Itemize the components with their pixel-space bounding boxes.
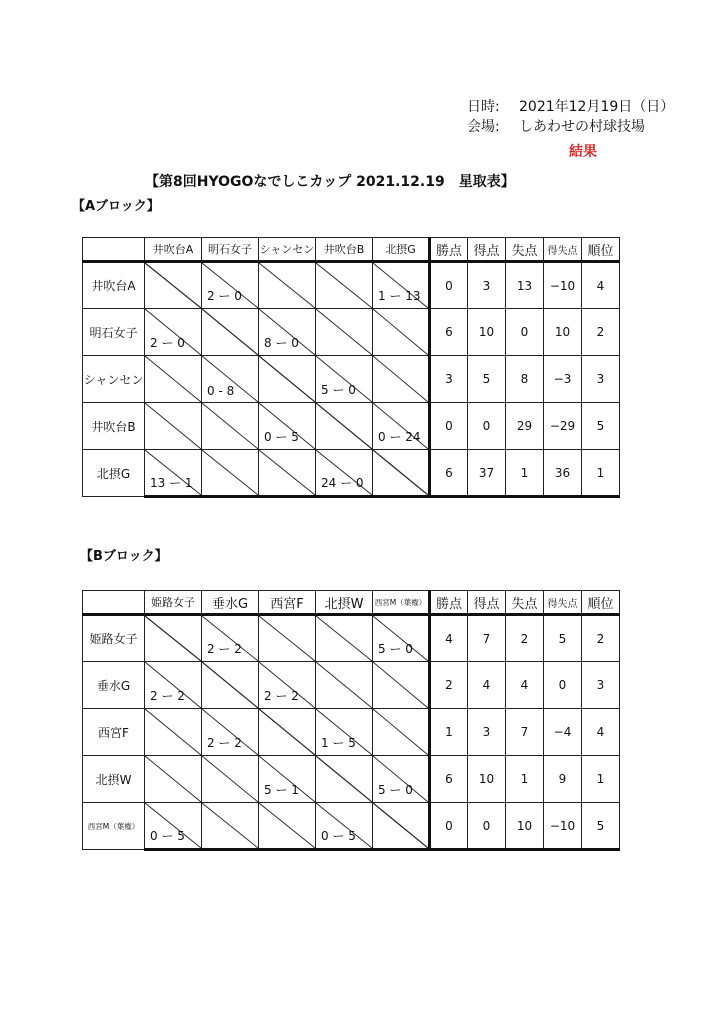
- stat-header: 得失点: [544, 238, 582, 262]
- stat-value: 1: [506, 756, 544, 803]
- match-score: 5 ー 0: [378, 642, 413, 656]
- match-score: 13 ー 1: [150, 476, 193, 490]
- match-score-cell: [202, 450, 259, 497]
- team-row: [83, 403, 620, 450]
- block-b-table: [82, 590, 620, 851]
- match-score-cell: [373, 662, 430, 709]
- stat-header: 失点: [506, 591, 544, 615]
- diagonal-line: [316, 403, 372, 449]
- stat-value: 0: [468, 403, 506, 450]
- row-team-name: 井吹台B: [83, 403, 145, 450]
- self-match-cell: [373, 450, 430, 497]
- match-score: 0 ー 5: [150, 829, 185, 843]
- corner-cell: [83, 238, 145, 262]
- stat-value: 4: [582, 262, 620, 309]
- match-score-cell: [202, 615, 259, 662]
- match-score-cell: [145, 756, 202, 803]
- match-score-cell: [259, 662, 316, 709]
- self-match-cell: [202, 662, 259, 709]
- stat-value: 13: [506, 262, 544, 309]
- diagonal-line: [373, 709, 428, 755]
- stat-value: 1: [430, 709, 468, 756]
- match-score: 0 ー 24: [378, 430, 421, 444]
- stat-value: 7: [468, 615, 506, 662]
- stat-value: −29: [544, 403, 582, 450]
- stat-value: 3: [468, 709, 506, 756]
- diagonal-line: [373, 356, 428, 402]
- stat-value: 3: [582, 662, 620, 709]
- stat-value: 5: [582, 403, 620, 450]
- match-score: 5 ー 1: [264, 783, 299, 797]
- match-score-cell: [145, 403, 202, 450]
- date-value: 2021年12月19日（日）: [519, 99, 675, 115]
- column-team-name: 西宮M（葉権）: [373, 591, 430, 615]
- stat-header: 順位: [582, 238, 620, 262]
- block-a-label: 【Aブロック】: [72, 199, 160, 214]
- diagonal-line: [373, 450, 428, 495]
- date-label: 日時:: [467, 99, 500, 115]
- diagonal-line: [145, 616, 201, 661]
- stat-value: 36: [544, 450, 582, 497]
- stat-value: 4: [468, 662, 506, 709]
- match-score: 0 ー 5: [264, 430, 299, 444]
- match-score: 24 ー 0: [321, 476, 364, 490]
- stat-header: 勝点: [430, 238, 468, 262]
- stat-value: 10: [544, 309, 582, 356]
- match-score-cell: [259, 262, 316, 309]
- column-team-name: シャンセン: [259, 238, 316, 262]
- diagonal-line: [145, 356, 201, 402]
- column-team-name: 西宮F: [259, 591, 316, 615]
- stat-value: −10: [544, 262, 582, 309]
- diagonal-line: [316, 756, 372, 802]
- stat-value: 2: [582, 615, 620, 662]
- match-score-cell: [373, 615, 430, 662]
- team-row: [83, 803, 620, 850]
- match-score: 5 ー 0: [321, 383, 356, 397]
- match-score-cell: [145, 356, 202, 403]
- match-score: 0 - 8: [207, 384, 235, 398]
- stat-value: 5: [468, 356, 506, 403]
- self-match-cell: [145, 615, 202, 662]
- stat-value: −3: [544, 356, 582, 403]
- block-b-label: 【Bブロック】: [80, 549, 168, 564]
- diagonal-line: [316, 309, 372, 355]
- match-score-cell: [316, 662, 373, 709]
- column-team-name: 井吹台A: [145, 238, 202, 262]
- stat-value: 0: [544, 662, 582, 709]
- match-score-cell: [259, 803, 316, 850]
- column-team-name: 井吹台B: [316, 238, 373, 262]
- diagonal-line: [202, 309, 258, 355]
- stat-value: 3: [430, 356, 468, 403]
- diagonal-line: [145, 403, 201, 449]
- stat-value: 3: [582, 356, 620, 403]
- match-score-cell: [145, 803, 202, 850]
- column-team-name: 北摂W: [316, 591, 373, 615]
- self-match-cell: [316, 403, 373, 450]
- match-score-cell: [316, 356, 373, 403]
- stat-value: 6: [430, 309, 468, 356]
- match-score-cell: [316, 615, 373, 662]
- diagonal-line: [259, 803, 315, 848]
- stat-value: 2: [506, 615, 544, 662]
- stat-value: 9: [544, 756, 582, 803]
- stat-value: 7: [506, 709, 544, 756]
- match-score-cell: [373, 356, 430, 403]
- venue-label: 会場:: [467, 119, 500, 135]
- diagonal-line: [202, 450, 258, 495]
- match-score: 8 ー 0: [264, 336, 299, 350]
- stat-header: 得点: [468, 591, 506, 615]
- diagonal-line: [145, 756, 201, 802]
- match-score: 1 ー 5: [321, 736, 356, 750]
- match-score: 2 ー 2: [207, 736, 242, 750]
- team-row: [83, 309, 620, 356]
- row-team-name: 西宮M（葉権）: [83, 803, 145, 850]
- match-score-cell: [202, 262, 259, 309]
- match-score: 5 ー 0: [378, 783, 413, 797]
- diagonal-line: [202, 803, 258, 848]
- stat-value: 0: [506, 309, 544, 356]
- stat-value: 0: [430, 403, 468, 450]
- stat-value: 0: [430, 803, 468, 850]
- stat-value: −4: [544, 709, 582, 756]
- match-score: 2 ー 0: [207, 289, 242, 303]
- stat-value: 6: [430, 450, 468, 497]
- match-score-cell: [316, 262, 373, 309]
- match-score-cell: [202, 756, 259, 803]
- column-team-name: 姫路女子: [145, 591, 202, 615]
- header-row: [83, 591, 620, 615]
- stat-value: 29: [506, 403, 544, 450]
- stat-value: 5: [544, 615, 582, 662]
- match-score-cell: [316, 450, 373, 497]
- stat-value: 4: [430, 615, 468, 662]
- stat-header: 順位: [582, 591, 620, 615]
- match-score-cell: [145, 450, 202, 497]
- diagonal-line: [259, 616, 315, 661]
- header-row: [83, 238, 620, 262]
- team-row: [83, 450, 620, 497]
- stat-value: 2: [430, 662, 468, 709]
- match-score-cell: [373, 403, 430, 450]
- row-team-name: 姫路女子: [83, 615, 145, 662]
- diagonal-line: [145, 709, 201, 755]
- column-team-name: 明石女子: [202, 238, 259, 262]
- stat-value: 1: [582, 450, 620, 497]
- row-team-name: 垂水G: [83, 662, 145, 709]
- stat-value: 2: [582, 309, 620, 356]
- diagonal-line: [202, 756, 258, 802]
- diagonal-line: [316, 263, 372, 308]
- self-match-cell: [145, 262, 202, 309]
- match-score-cell: [316, 309, 373, 356]
- stat-value: 0: [468, 803, 506, 850]
- match-score-cell: [316, 709, 373, 756]
- match-score-cell: [145, 709, 202, 756]
- block-a-table: [82, 237, 620, 498]
- diagonal-line: [373, 662, 428, 708]
- stat-value: 6: [430, 756, 468, 803]
- column-team-name: 垂水G: [202, 591, 259, 615]
- stat-value: 10: [468, 756, 506, 803]
- diagonal-line: [259, 356, 315, 402]
- stat-value: 4: [506, 662, 544, 709]
- stat-value: 8: [506, 356, 544, 403]
- stat-header: 勝点: [430, 591, 468, 615]
- match-score: 2 ー 2: [150, 689, 185, 703]
- stat-header: 失点: [506, 238, 544, 262]
- match-score-cell: [373, 309, 430, 356]
- diagonal-line: [316, 616, 372, 661]
- diagonal-line: [202, 403, 258, 449]
- team-row: [83, 662, 620, 709]
- match-score-cell: [259, 450, 316, 497]
- match-score: 2 ー 2: [264, 689, 299, 703]
- match-score-cell: [259, 615, 316, 662]
- match-score-cell: [202, 356, 259, 403]
- diagonal-line: [145, 263, 201, 308]
- stat-value: 4: [582, 709, 620, 756]
- team-row: [83, 356, 620, 403]
- team-row: [83, 709, 620, 756]
- team-row: [83, 262, 620, 309]
- match-score: 2 ー 0: [150, 336, 185, 350]
- row-team-name: 北摂G: [83, 450, 145, 497]
- stat-header: 得失点: [544, 591, 582, 615]
- stat-value: 5: [582, 803, 620, 850]
- match-score: 0 ー 5: [321, 829, 356, 843]
- match-score: 2 ー 2: [207, 642, 242, 656]
- match-score-cell: [202, 709, 259, 756]
- match-score-cell: [259, 309, 316, 356]
- self-match-cell: [202, 309, 259, 356]
- venue-value: しあわせの村球技場: [519, 119, 645, 135]
- row-team-name: シャンセン: [83, 356, 145, 403]
- match-score-cell: [145, 309, 202, 356]
- stat-header: 得点: [468, 238, 506, 262]
- match-score-cell: [373, 756, 430, 803]
- stat-value: 1: [506, 450, 544, 497]
- team-row: [83, 756, 620, 803]
- column-team-name: 北摂G: [373, 238, 430, 262]
- stat-value: 3: [468, 262, 506, 309]
- match-score-cell: [373, 262, 430, 309]
- document-title: 【第8回HYOGOなでしこカップ 2021.12.19 星取表】: [145, 174, 515, 190]
- row-team-name: 西宮F: [83, 709, 145, 756]
- stat-value: 1: [582, 756, 620, 803]
- match-score-cell: [259, 756, 316, 803]
- diagonal-line: [316, 662, 372, 708]
- row-team-name: 井吹台A: [83, 262, 145, 309]
- row-team-name: 北摂W: [83, 756, 145, 803]
- diagonal-line: [259, 263, 315, 308]
- corner-cell: [83, 591, 145, 615]
- stat-value: 10: [506, 803, 544, 850]
- match-score-cell: [202, 403, 259, 450]
- stat-value: −10: [544, 803, 582, 850]
- diagonal-line: [373, 803, 428, 848]
- result-label: 結果: [569, 144, 597, 160]
- match-score-cell: [202, 803, 259, 850]
- self-match-cell: [259, 709, 316, 756]
- diagonal-line: [202, 662, 258, 708]
- match-score-cell: [373, 709, 430, 756]
- match-score-cell: [259, 403, 316, 450]
- team-row: [83, 615, 620, 662]
- match-score: 1 ー 13: [378, 289, 421, 303]
- stat-value: 0: [430, 262, 468, 309]
- diagonal-line: [259, 450, 315, 495]
- stat-value: 10: [468, 309, 506, 356]
- self-match-cell: [259, 356, 316, 403]
- match-score-cell: [145, 662, 202, 709]
- row-team-name: 明石女子: [83, 309, 145, 356]
- self-match-cell: [373, 803, 430, 850]
- match-score-cell: [316, 803, 373, 850]
- self-match-cell: [316, 756, 373, 803]
- stat-value: 37: [468, 450, 506, 497]
- diagonal-line: [373, 309, 428, 355]
- diagonal-line: [259, 709, 315, 755]
